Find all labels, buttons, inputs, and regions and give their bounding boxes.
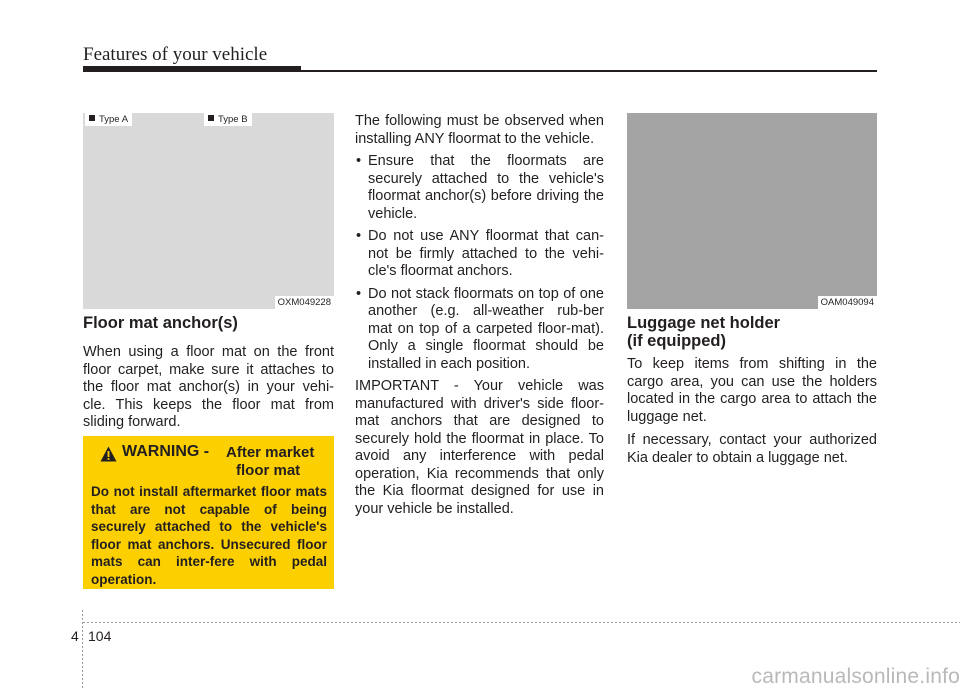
warning-subtitle-line1: After market: [226, 444, 315, 461]
page-number: 104: [88, 628, 112, 644]
luggage-net-image: [627, 113, 877, 309]
warning-text: Do not install aftermarket floor mats that are not capable of being securely attached to the vehicle's floor mat anchors. Unsecured floor mats can inter-fere with pedal operation.: [91, 484, 327, 587]
section-heading-line2: (if equipped): [627, 332, 726, 350]
type-a-label: Type A: [99, 114, 129, 125]
warning-triangle-icon: [100, 446, 117, 462]
list-item: [355, 286, 604, 374]
image-code: OXM049228: [275, 296, 334, 309]
luggage-paragraph-1: To keep items from shifting in the cargo area, you can use the holders located in the cargo area to attach the luggage net.: [627, 356, 877, 425]
luggage-net-section: [627, 314, 877, 467]
bullet-dot: •: [356, 285, 362, 302]
floor-mat-section: [83, 314, 334, 432]
bullet-dot: •: [356, 153, 362, 169]
install-intro: The following must be observed when installing ANY floormat to the vehicle.: [355, 113, 604, 147]
bullet-dot: •: [356, 228, 362, 244]
warning-header: [91, 443, 331, 479]
square-bullet-icon: [208, 115, 214, 121]
warning-box: [83, 436, 334, 589]
image-code: OAM049094: [818, 296, 877, 309]
list-item-text: Do not use ANY floormat that can-not be firmly attached to the vehi-cle's floormat anchors.: [368, 228, 604, 279]
footer-divider-horizontal: [83, 622, 960, 623]
type-b-tag: [204, 113, 252, 126]
important-paragraph: IMPORTANT - Your vehicle was manufactured with driver's side floor-mat anchors that are designed to securely hold the floormat in place. To avoid any interference with pedal operation, Kia recommends that only the Kia floormat designed for use in your vehicle be installed.: [355, 378, 604, 517]
floormat-install-section: [355, 113, 604, 518]
watermark: carmanualsonline.info: [751, 665, 960, 688]
page-header-title: Features of your vehicle: [83, 44, 268, 65]
list-item-text: Ensure that the floormats are securely attached to the vehicle's floormat anchor(s) before driving the vehicle.: [368, 153, 604, 222]
section-paragraph: When using a floor mat on the front floor carpet, make sure it attaches to the floor mat anchor(s) in your vehi-cle. This keeps the floor mat from sliding forward.: [83, 344, 334, 430]
section-heading-line1: Luggage net holder: [627, 314, 781, 332]
warning-title: WARNING -: [122, 443, 210, 460]
type-b-label: Type B: [218, 114, 248, 125]
install-bullet-list: [355, 153, 604, 373]
list-item-text: Do not stack floormats on top of one another (e.g. all-weather rub-ber mat on top of a carpeted floor-mat). Only a single floormat should be installed in each position.: [368, 285, 604, 372]
header-rule-thick: [83, 66, 301, 72]
chapter-number: 4: [71, 628, 79, 644]
square-bullet-icon: [89, 115, 95, 121]
warning-subtitle-line2: floor mat: [236, 462, 301, 479]
warning-subtitle: [226, 444, 314, 480]
luggage-paragraph-2: If necessary, contact your authorized Kia dealer to obtain a luggage net.: [627, 432, 877, 466]
list-item: [355, 228, 604, 281]
type-a-tag: [85, 113, 132, 126]
list-item: [355, 153, 604, 223]
header-rule-thin: [301, 70, 877, 72]
section-heading: Floor mat anchor(s): [83, 314, 238, 332]
floor-mat-anchor-image: [83, 113, 334, 309]
